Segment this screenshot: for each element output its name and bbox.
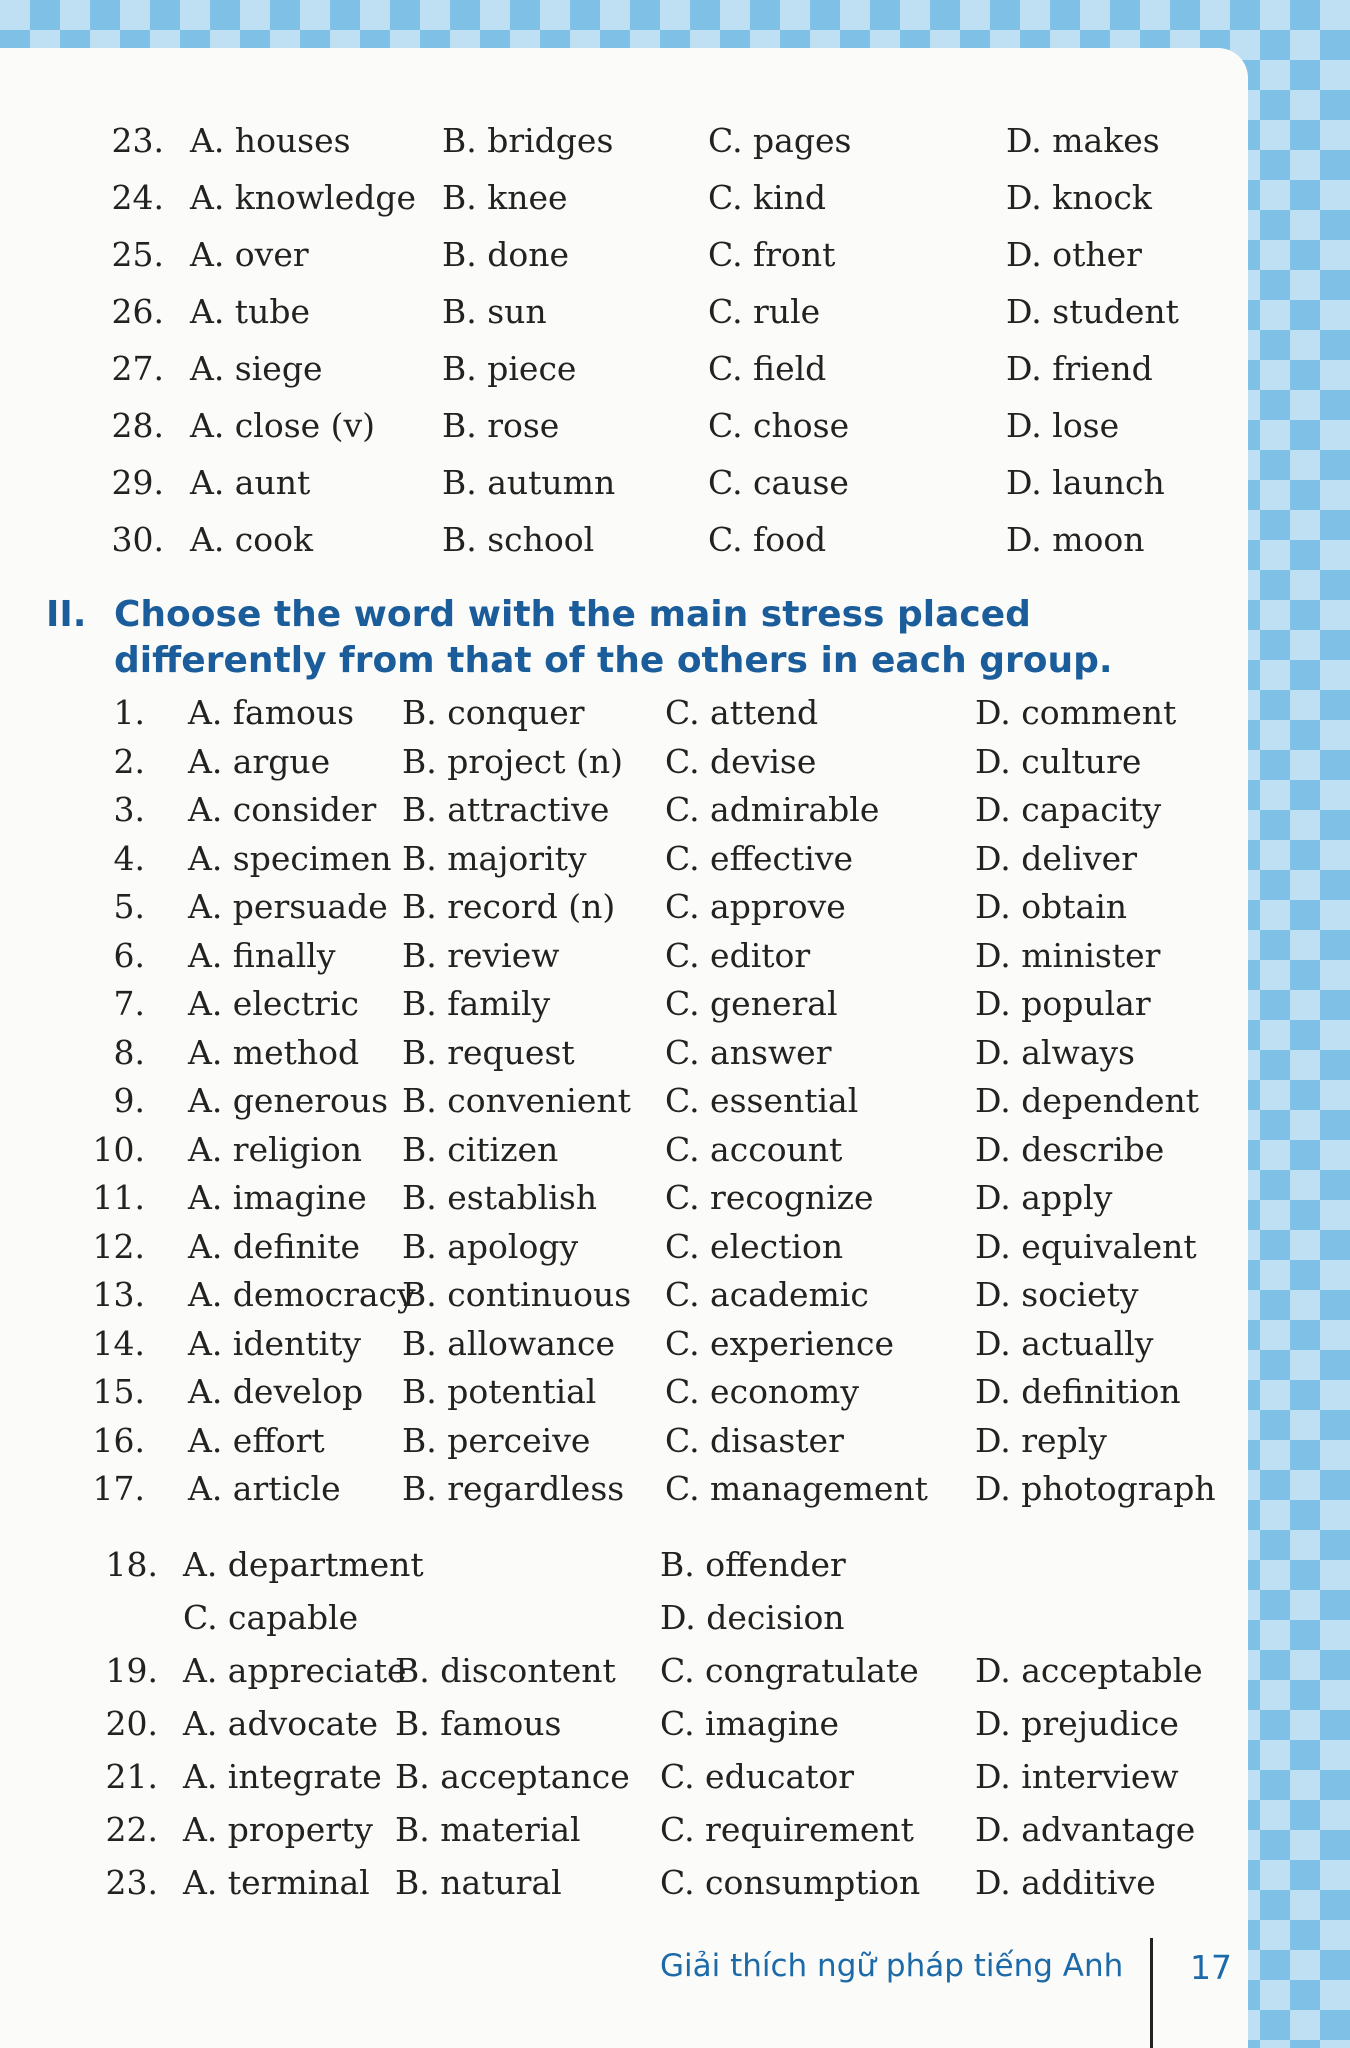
- option-b: B. apology: [402, 1226, 579, 1266]
- question-row: [0, 292, 1248, 340]
- question-row: [0, 1651, 1248, 1699]
- option-d: D. lose: [1006, 406, 1120, 445]
- option-a: A. houses: [190, 121, 351, 160]
- question-row: [0, 693, 1248, 741]
- option-d: D. additive: [975, 1863, 1156, 1902]
- option-c: C. economy: [665, 1372, 859, 1411]
- question-row: [0, 984, 1248, 1032]
- option-d: D. reply: [975, 1420, 1107, 1460]
- question-number: 23.: [105, 1863, 158, 1902]
- book-page: [0, 48, 1248, 2048]
- option-a: A. religion: [188, 1129, 363, 1169]
- option-b: B. regardless: [402, 1469, 625, 1508]
- option-b: B. done: [442, 235, 570, 274]
- option-a: A. famous: [188, 693, 355, 732]
- option-c: C. kind: [708, 178, 826, 217]
- option-a: A. generous: [188, 1081, 389, 1120]
- option-a: A. specimen: [188, 838, 392, 878]
- question-number: 17.: [92, 1469, 145, 1508]
- option-a: A. advocate: [183, 1704, 379, 1743]
- option-a: A. definite: [188, 1226, 361, 1266]
- option-d: D. obtain: [975, 887, 1127, 926]
- option-b: B. majority: [402, 838, 587, 878]
- question-number: 19.: [105, 1651, 158, 1690]
- option-c: C. management: [665, 1469, 928, 1508]
- option-d: D. comment: [975, 693, 1177, 732]
- option-a: A. aunt: [190, 463, 311, 502]
- option-d: D. other: [1006, 235, 1142, 274]
- question-number: 5.: [113, 887, 145, 926]
- option-d: D. popular: [975, 984, 1151, 1023]
- question-number: 24.: [111, 178, 164, 217]
- option-d: D. describe: [975, 1129, 1165, 1169]
- question-row: [0, 1324, 1248, 1372]
- question-row: [0, 790, 1248, 838]
- option-a: A. democracy: [188, 1275, 416, 1314]
- question-number: 30.: [111, 520, 164, 559]
- question-number: 26.: [111, 292, 164, 331]
- option-a: A. over: [190, 235, 309, 274]
- option-c: C. approve: [665, 887, 846, 926]
- option-b: B. rose: [442, 406, 560, 445]
- option-c: C. admirable: [665, 790, 880, 829]
- option-a: A. consider: [188, 790, 377, 829]
- option-c: C. disaster: [665, 1420, 844, 1460]
- question-number: 1.: [113, 693, 145, 732]
- question-row: [0, 1421, 1248, 1469]
- question-row: [0, 1469, 1248, 1517]
- option-b: B. perceive: [402, 1420, 591, 1460]
- option-b: B. famous: [395, 1704, 562, 1743]
- option-a: A. identity: [188, 1323, 361, 1363]
- option-d: D. minister: [975, 935, 1161, 975]
- option-b: B. sun: [442, 292, 547, 331]
- option-a: A. close (v): [190, 406, 376, 445]
- option-b: B. material: [395, 1810, 581, 1849]
- question-number: 21.: [105, 1757, 158, 1796]
- question-number: 11.: [92, 1178, 145, 1217]
- option-a: A. method: [188, 1032, 360, 1072]
- question-number: 29.: [111, 463, 164, 502]
- option-a: A. terminal: [183, 1863, 370, 1902]
- option-d: D. culture: [975, 741, 1142, 781]
- option-d: D. apply: [975, 1178, 1113, 1217]
- option-c: C. devise: [665, 741, 817, 781]
- option-b: B. knee: [442, 178, 568, 217]
- option-b: B. establish: [402, 1178, 598, 1217]
- option-b: B. record (n): [402, 887, 616, 926]
- option-c: C. account: [665, 1129, 843, 1169]
- question-number: 18.: [105, 1545, 158, 1584]
- question-row: [0, 1810, 1248, 1858]
- option-c: C. consumption: [660, 1863, 921, 1902]
- option-c: C. rule: [708, 292, 821, 331]
- question-number: 7.: [113, 984, 145, 1023]
- option-a: A. cook: [190, 520, 314, 559]
- option-b: B. allowance: [402, 1323, 616, 1363]
- option-b: B. citizen: [402, 1129, 559, 1169]
- option-d: D. society: [975, 1275, 1139, 1314]
- question-row: [0, 1372, 1248, 1420]
- option-c: C. field: [708, 349, 827, 388]
- question-number: 28.: [111, 406, 164, 445]
- option-c: C. chose: [708, 406, 850, 445]
- question-row: [0, 406, 1248, 454]
- option-d: D. knock: [1006, 178, 1152, 217]
- section-title: Choose the word with the main stress placed differently from that of the others in each group.: [114, 594, 1113, 681]
- question-row: [0, 839, 1248, 887]
- option-a: A. knowledge: [190, 178, 417, 217]
- option-d: D. capacity: [975, 790, 1162, 829]
- question-row: [0, 520, 1248, 568]
- question-row: [0, 1227, 1248, 1275]
- option-c: C. requirement: [660, 1810, 914, 1849]
- question-number: 16.: [92, 1420, 145, 1460]
- question-number: 22.: [105, 1810, 158, 1849]
- option-d: D. interview: [975, 1757, 1179, 1796]
- footer-divider: [1150, 1938, 1153, 2048]
- option-d: D. student: [1006, 292, 1179, 331]
- question-row: [0, 1704, 1248, 1752]
- option-b: B. piece: [442, 349, 577, 388]
- option-c: C. attend: [665, 693, 819, 732]
- option-d: D. deliver: [975, 838, 1137, 878]
- option-c: C. general: [665, 984, 838, 1023]
- option-b: B. conquer: [402, 693, 585, 732]
- question-row: [0, 178, 1248, 226]
- option-a: A. electric: [188, 984, 359, 1023]
- option-b: B. continuous: [402, 1275, 632, 1314]
- option-a: A. persuade: [188, 887, 388, 926]
- option-b: B. review: [402, 935, 560, 975]
- option-b: B. potential: [402, 1372, 597, 1411]
- book-title: Giải thích ngữ pháp tiếng Anh: [660, 1948, 1124, 1984]
- question-number: 2.: [113, 741, 145, 781]
- option-c: C. experience: [665, 1323, 894, 1363]
- question-number: 4.: [113, 838, 145, 878]
- option-d: D. friend: [1006, 349, 1153, 388]
- page-number: 17: [1190, 1948, 1232, 1987]
- option-d: D. dependent: [975, 1081, 1199, 1120]
- option-c: C. imagine: [660, 1704, 840, 1743]
- option-d: D. equivalent: [975, 1226, 1197, 1266]
- question-number: 10.: [92, 1129, 145, 1169]
- question-row: [0, 1081, 1248, 1129]
- option-a: A. imagine: [188, 1178, 367, 1217]
- option-a: A. integrate: [183, 1757, 382, 1796]
- option-a: A. effort: [188, 1420, 325, 1460]
- option-b: B. offender: [660, 1545, 846, 1584]
- option-c: C. capable: [183, 1598, 359, 1637]
- option-c: C. election: [665, 1226, 844, 1266]
- question-row: [0, 1033, 1248, 1081]
- option-d: D. definition: [975, 1372, 1181, 1411]
- option-c: C. educator: [660, 1757, 855, 1796]
- option-b: B. project (n): [402, 741, 623, 781]
- option-b: B. convenient: [402, 1081, 631, 1120]
- option-b: B. acceptance: [395, 1757, 630, 1796]
- option-d: D. prejudice: [975, 1704, 1179, 1743]
- option-a: A. siege: [190, 349, 323, 388]
- option-a: A. finally: [188, 935, 336, 975]
- option-b: B. request: [402, 1032, 575, 1072]
- question-number: 6.: [113, 935, 145, 975]
- option-d: D. always: [975, 1032, 1135, 1072]
- question-row: [0, 887, 1248, 935]
- option-c: C. pages: [708, 121, 852, 160]
- option-d: D. makes: [1006, 121, 1160, 160]
- option-c: C. essential: [665, 1081, 859, 1120]
- option-a: A. argue: [188, 741, 331, 781]
- question-number: 20.: [105, 1704, 158, 1743]
- question-row: [0, 349, 1248, 397]
- option-d: D. advantage: [975, 1810, 1196, 1849]
- option-c: C. editor: [665, 935, 811, 975]
- question-row: [0, 1130, 1248, 1178]
- question-number: 3.: [113, 790, 145, 829]
- question-number: 15.: [92, 1372, 145, 1411]
- question-row: [0, 235, 1248, 283]
- question-row: [0, 463, 1248, 511]
- question-number: 25.: [111, 235, 164, 274]
- option-d: D. actually: [975, 1323, 1154, 1363]
- option-d: D. launch: [1006, 463, 1165, 502]
- option-a: A. appreciate: [183, 1651, 407, 1690]
- question-row: [0, 742, 1248, 790]
- option-a: A. department: [183, 1545, 424, 1584]
- option-c: C. food: [708, 520, 827, 559]
- question-number: 13.: [92, 1275, 145, 1314]
- option-a: A. tube: [190, 292, 310, 331]
- option-a: A. develop: [188, 1372, 364, 1411]
- option-b: B. attractive: [402, 790, 610, 829]
- option-c: C. congratulate: [660, 1651, 919, 1690]
- question-row: [0, 1178, 1248, 1226]
- option-a: A. property: [183, 1810, 373, 1849]
- option-a: A. article: [188, 1469, 341, 1508]
- option-b: B. discontent: [395, 1651, 616, 1690]
- option-c: C. front: [708, 235, 836, 274]
- option-d: D. acceptable: [975, 1651, 1203, 1690]
- option-b: B. school: [442, 520, 595, 559]
- question-number: 9.: [113, 1081, 145, 1120]
- option-b: B. autumn: [442, 463, 616, 502]
- question-number: 12.: [92, 1226, 145, 1266]
- option-c: C. academic: [665, 1275, 869, 1314]
- question-row-continued: [0, 1598, 1248, 1646]
- question-row: [0, 1863, 1248, 1911]
- option-d: D. decision: [660, 1598, 845, 1637]
- question-row: [0, 1757, 1248, 1805]
- question-row: [0, 1545, 1248, 1593]
- option-c: C. effective: [665, 838, 854, 878]
- option-d: D. moon: [1006, 520, 1145, 559]
- question-row: [0, 936, 1248, 984]
- question-row: [0, 121, 1248, 169]
- option-c: C. recognize: [665, 1178, 874, 1217]
- question-number: 23.: [111, 121, 164, 160]
- question-number: 14.: [92, 1323, 145, 1363]
- section-number: II.: [46, 594, 87, 635]
- option-d: D. photograph: [975, 1469, 1216, 1508]
- option-b: B. natural: [395, 1863, 562, 1902]
- option-b: B. bridges: [442, 121, 614, 160]
- option-b: B. family: [402, 984, 551, 1023]
- option-c: C. answer: [665, 1032, 832, 1072]
- question-number: 27.: [111, 349, 164, 388]
- question-number: 8.: [113, 1032, 145, 1072]
- option-c: C. cause: [708, 463, 849, 502]
- question-row: [0, 1275, 1248, 1323]
